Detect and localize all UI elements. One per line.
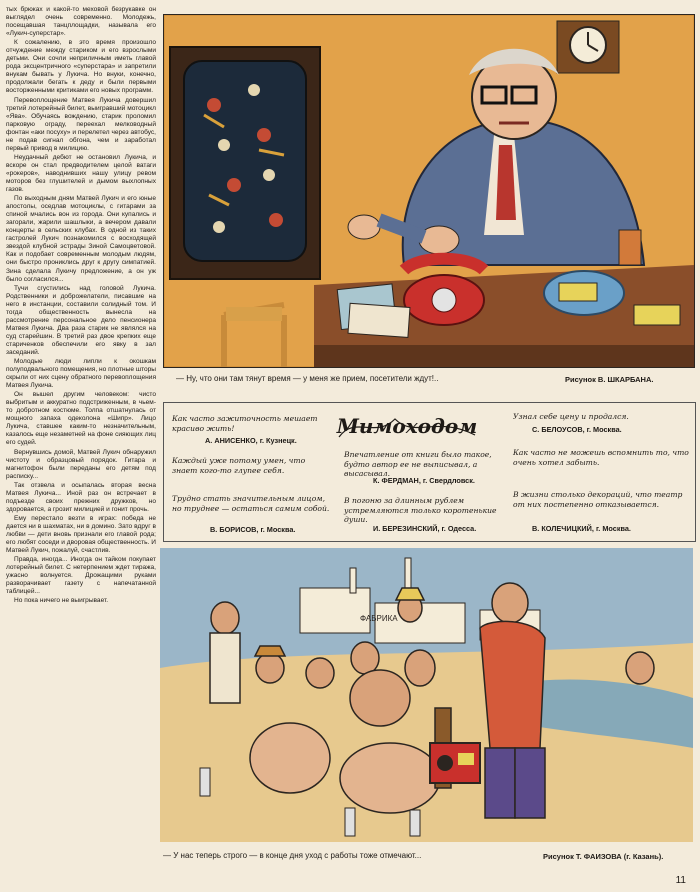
article-paragraph: Он вышел другим человеком: чисто выбритым и аккуратно подстриженным, в чьем-то добротном костюме. Толпа отшатнулась от мощного запаха одеколона «Шипр». Лицо Лукича, ставшее каким-то незначительным, казалось еще незаметней на фоне сияющих лиц его судей. — [6, 391, 156, 447]
article-paragraph: Вернувшись домой, Матвей Лукич обнаружил чистоту и образцовый порядок. Гитара и магнитофон были переданы его детям под расписку... — [6, 448, 156, 480]
mimo-author: В. БОРИСОВ, г. Москва. — [210, 525, 296, 534]
mimo-author: С. БЕЛОУСОВ, г. Москва. — [532, 425, 622, 434]
factory-sign: ФАБРИКА — [360, 614, 398, 623]
article-paragraph: Ему перестало везти в играх: победа не дается ни в шахматах, ни в домино. Зато вдруг в любви — дети вновь признали его главой рода; его любят соседи и дворовая общественность. И Матвей Лукич, пожалуй, счастлив. — [6, 514, 156, 555]
top-illustration — [163, 14, 695, 368]
page-number: 11 — [675, 875, 686, 886]
article-paragraph: Молодые люди липли к окошкам полуподвального помещения, но плотные шторы скрыли от них сцену обратного перевоплощения Матвея Лукича. — [6, 358, 156, 390]
article-paragraph: Так отзвела и осыпалась вторая весна Матвея Лукича... Иной раз он встречает в подъезде своих прежних дружков, но здоровается, а грозит милицией и гонит прочь. — [6, 481, 156, 513]
article-text-column — [6, 6, 156, 884]
article-paragraph: Правда, иногда... Иногда он тайком покупает лотерейный билет. С нетерпением ждет тиража, ужасно волнуется. Дрожащими руками разворачивает газету с напечатанной таблицей... — [6, 556, 156, 596]
mimo-quote: Каждый уже потому умен, что знает кого-то глупее себя. — [172, 456, 306, 475]
blue-phone-icon — [544, 271, 624, 315]
mimo-quote: Впечатление от книги было такое, будто автор ее не выписывал, а высасывал. — [344, 450, 492, 478]
mimo-author: И. БЕРЕЗИНСКИЙ, г. Одесса. — [373, 524, 477, 533]
article-paragraph: тых брюках и какой-то меховой безрукавке он выглядел очень современно. Молодежь, посещавшая танцплощадки, называла его «Лукич-суперстар». — [6, 6, 156, 38]
mimo-quote: В жизни столько декораций, что театр от них постепенно отказывается. — [513, 490, 683, 509]
mimo-quote: Как часто не можешь вспомнить то, что очень хотел забыть. — [513, 448, 689, 467]
beach-cartoon-drawing — [160, 548, 693, 842]
mimo-author: К. ФЕРДМАН, г. Свердловск. — [373, 476, 475, 485]
mimohodom-title: Мимоходом — [336, 414, 478, 438]
mimo-author: В. КОЛЕЧИЦКИЙ, г. Москва. — [532, 524, 631, 533]
mimo-quote: Узнал себе цену и продался. — [513, 412, 629, 421]
article-paragraph: Перевоплощение Матвея Лукича довершил третий лотерейный билет, выигравший мотоцикл «Ява». Обучаясь вождению, старик проломил парковую ограду, переехал мелководный фонтан «аки посуху» и перелетел через автобус, не подав сигнал обгона, чем и заработал первый привод в милицию. — [6, 96, 156, 152]
bottom-cartoon-credit: Рисунок Т. ФАИЗОВА (г. Казань). — [543, 852, 664, 861]
mimo-author: А. АНИСЕНКО, г. Кузнецк. — [205, 436, 297, 445]
official-cartoon-drawing — [164, 15, 694, 367]
radio-icon — [430, 743, 480, 783]
mimo-quote: Как часто зажиточность мешает красиво жить! — [172, 414, 318, 433]
article-paragraph: Неудачный дебют не остановил Лукича, и вскоре он стал предводителем целой ватаги «рокеров», наводнивших нашу улицу ревом моторов без глушителей и дымом выхлопных газов. — [6, 153, 156, 194]
article-paragraph: К сожалению, в это время произошло отчуждение между стариком и его взрослыми детьми. Они сочли неприличным иметь главой рода эксцентричного «суперстара» и запретили внукам бывать у Лукича. Но внуки, конечно, продолжали бегать к деду и были первыми восторженными критиками его новых программ. — [6, 39, 156, 95]
bottom-cartoon-caption: — У нас теперь строго — в конце дня уход с работы тоже отмечают... — [163, 851, 422, 860]
tv-set-icon — [170, 47, 320, 279]
article-paragraph: Тучи сгустились над головой Лукича. Родственники и доброжелатели, писавшие на него в инстанции, составили солидный том. И тогда общественность вынесла на рассмотрение персональное дело пенсионера Матвея Лукича. Два раза старик не являлся на суд старейшин. В третий раз двое крепких еще стариченков обеспечили его явку в зал заседаний. — [6, 284, 156, 356]
clock-icon — [557, 21, 619, 73]
top-cartoon-caption: — Ну, что они там тянут время — у меня же прием, посетители ждут!.. — [176, 374, 439, 383]
bottom-illustration — [160, 548, 693, 842]
article-paragraph: Но пока ничего не выигрывает. — [14, 597, 109, 605]
mimohodom-title-logo — [335, 409, 480, 443]
article-paragraph: По выходным дням Матвей Лукич и его юные апостолы, оседлав мотоциклы, с гитарами за спиной мчались вон из города. Они купались и загорали, жарили шашлыки, а вечером давали концерты в сельских клубах. В одной из таких гастролей Лукич познакомился с восходящей звездой клубной эстрады Зиной Самоцветовой. Как и подобает современным молодым людям, они быстро прониклись друг к другу симпатией. Зина сделала Лукичу предложение, а он уж было согласился... — [6, 195, 156, 283]
top-cartoon-credit: Рисунок В. ШКАРБАНА. — [565, 375, 654, 384]
mimo-quote: Трудно стать значительным лицом, но труднее — остаться самим собой. — [172, 494, 330, 513]
mimo-quote: В погоню за длинным рублем устремляются только коротенькие души. — [344, 496, 497, 524]
